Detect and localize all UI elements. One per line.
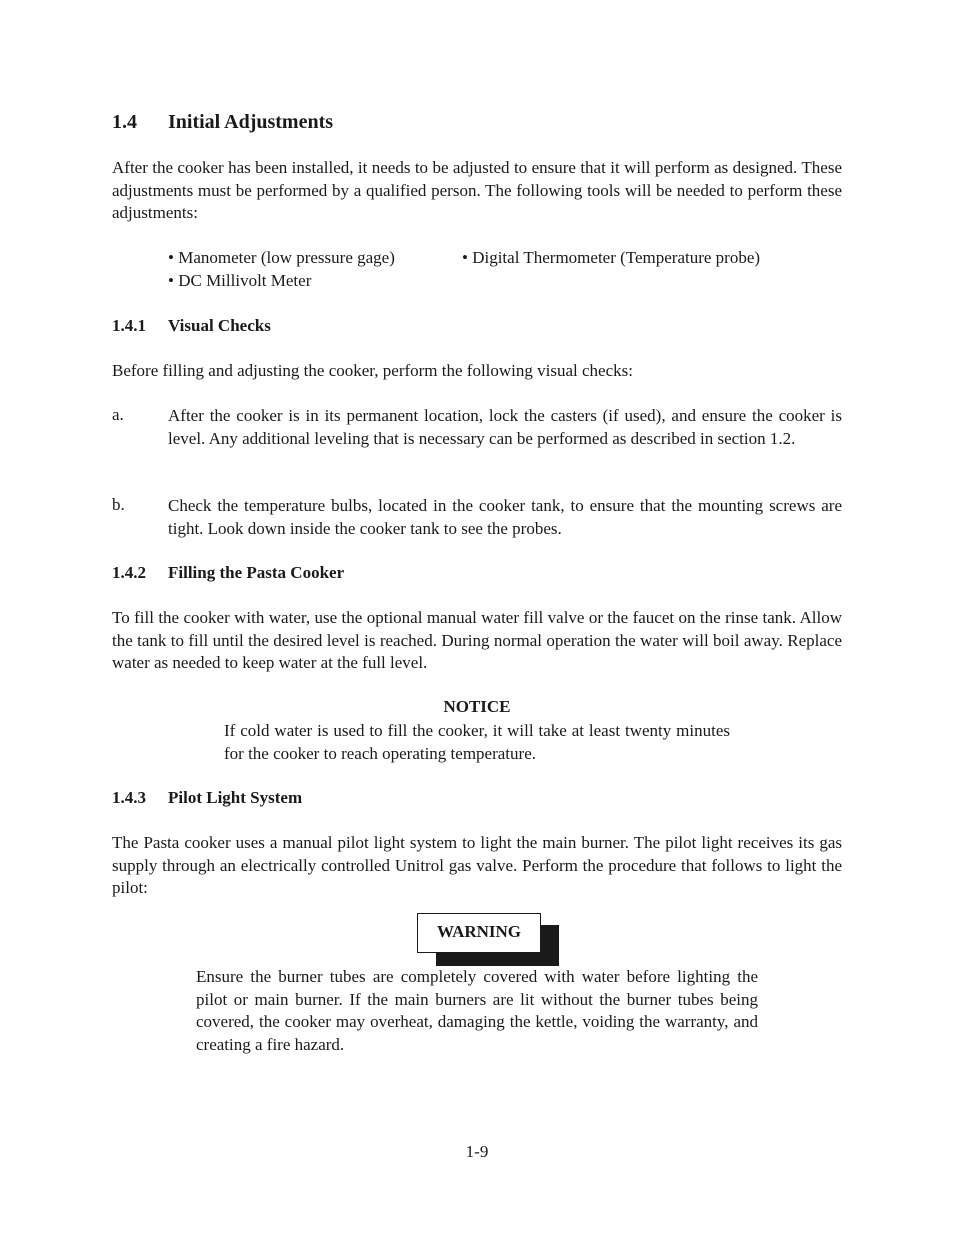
tool-item-manometer: • Manometer (low pressure gage): [168, 248, 395, 268]
intro-paragraph: After the cooker has been installed, it needs to be adjusted to ensure that it will perform as designed. These adjustments must be performed by a qualified person. The following tools will be needed to perform these adjustments:: [112, 158, 842, 223]
subsection-title: Pilot Light System: [168, 788, 303, 807]
pilot-paragraph: The Pasta cooker uses a manual pilot light system to light the main burner. The pilot light receives its gas supply through an electrically controlled Unitrol gas valve. Perform the procedure that follows to light the pilot:: [112, 833, 842, 898]
list-marker: a.: [112, 405, 124, 424]
filling-paragraph: To fill the cooker with water, use the optional manual water fill valve or the faucet on the rinse tank. Allow the tank to fill until the desired level is reached. During normal operation the water will boil away. Replace water as needed to keep water at the full level.: [112, 608, 842, 673]
notice-text: If cold water is used to fill the cooker, it will take at least twenty minutes for the cooker to reach operating temperature.: [224, 721, 730, 763]
warning-text: Ensure the burner tubes are completely covered with water before lighting the pilot or main burner. If the main burners are lit without the burner tubes being covered, the cooker may overheat, damaging the kettle, voiding the warranty, and creating a fire hazard.: [196, 967, 758, 1054]
page-number: 1-9: [465, 1142, 489, 1161]
subsection-number: 1.4.1: [112, 316, 146, 335]
warning-label: WARNING: [417, 913, 541, 953]
subsection-title: Filling the Pasta Cooker: [168, 563, 345, 582]
visual-checks-intro: Before filling and adjusting the cooker, perform the following visual checks:: [112, 361, 633, 380]
list-item: Check the temperature bulbs, located in the cooker tank, to ensure that the mounting screws are tight. Look down inside the cooker tank to see the probes.: [168, 496, 842, 538]
list-marker: b.: [112, 495, 125, 514]
subsection-number: 1.4.2: [112, 563, 146, 582]
tool-item-millivolt-meter: • DC Millivolt Meter: [168, 271, 311, 291]
list-item: After the cooker is in its permanent location, lock the casters (if used), and ensure the cooker is level. Any additional leveling that is necessary can be performed as described in section 1.2.: [168, 406, 842, 448]
section-number: 1.4: [112, 111, 137, 133]
section-title: Initial Adjustments: [168, 111, 334, 133]
notice-title: NOTICE: [443, 697, 511, 716]
subsection-title: Visual Checks: [168, 316, 271, 335]
tool-item-thermometer: • Digital Thermometer (Temperature probe): [462, 248, 760, 268]
subsection-number: 1.4.3: [112, 788, 146, 807]
